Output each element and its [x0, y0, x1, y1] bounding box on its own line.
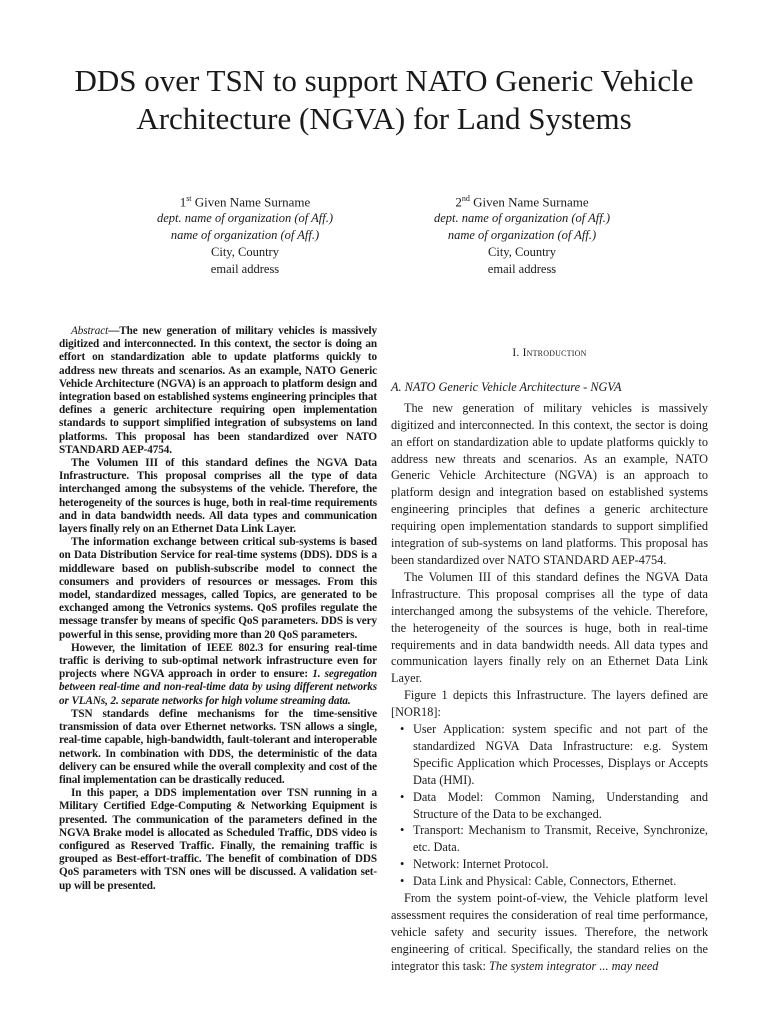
author-org: name of organization (of Aff.): [170, 228, 320, 243]
abstract-paragraph-4: [59, 642, 377, 708]
body-paragraph-3: Figure 1 depicts this Infrastructure. The layers defined are [NOR18]:: [391, 688, 708, 720]
list-item: • Network: Internet Protocol.: [413, 856, 708, 873]
author-location: City, Country: [488, 245, 556, 260]
body-paragraph-1: The new generation of military vehicles is massively digitized and interconnected. In this context, the sector is doing an effort on standardization able to update platforms quickly to address new threats and scenarios. As an example, NATO Generic Vehicle Architecture (NGVA) is an approach to platform design and integration based on established systems engineering principles that defines a generic architecture requiring open implementation standards to support simplified integration of sub-systems on land platforms. This proposal has been standardized over NATO STANDARD AEP-4754.: [391, 400, 708, 567]
section-number: I.: [512, 347, 520, 359]
abstract-emphasis: 1. segregation between real-time and non-real-time data by using different networks or VLANs, 2. separate networks for high volume streaming data.: [59, 668, 377, 707]
abstract-text: However, the limitation of IEEE 802.3 for ensuring real-time traffic is deriving to sub-optimal network infrastructure even for projects where NGVA approach in order to ensure:: [59, 641, 377, 681]
body-paragraph-4: [391, 890, 708, 975]
abstract-paragraph-1: [59, 325, 377, 457]
author-ordinal: 1: [179, 194, 187, 210]
abstract-paragraph-3: The information exchange between critical sub-systems is based on Data Distribution Service for real-time systems (DDS). DDS is a middleware based on publish-subscribe model to connect the consumers and providers of resources or messages. From this model, standardized messages, called Topics, are generated to be exchanged among the Vetronics systems. QoS profiles regulate the message transfer by means of specific QoS parameters. DDS is very powerful in this sense, providing more than 20 QoS parameters.: [59, 536, 377, 641]
layer-list: [391, 721, 708, 890]
abstract-column: [59, 325, 377, 893]
author-email: email address: [487, 262, 557, 277]
author-ordinal-suffix: nd: [461, 194, 470, 203]
subsection-heading: A. NATO Generic Vehicle Architecture - NGVA: [391, 379, 622, 394]
author-name: [95, 190, 395, 210]
author-name-text: Given Name Surname: [194, 194, 311, 210]
author-ordinal: 2: [455, 194, 462, 210]
author-name-text: Given Name Surname: [473, 194, 589, 210]
author-dept: dept. name of organization (of Aff.): [156, 211, 334, 226]
abstract-paragraph-5: TSN standards define mechanisms for the time-sensitive transmission of data over Ethernet networks. TSN allows a single, real-time capable, high-bandwidth, fault-tolerant and interoperable network. In combination with DDS, the deterministic of the data delivery can be ensured while the overall complexity and cost of the final implementation can be drastically reduced.: [59, 707, 377, 786]
author-ordinal-suffix: st: [186, 194, 192, 203]
author-location: City, Country: [211, 245, 279, 260]
author-dept: dept. name of organization (of Aff.): [433, 211, 611, 226]
author-email: email address: [210, 262, 280, 277]
section-heading: [391, 345, 708, 362]
abstract-label: Abstract: [71, 325, 109, 337]
author-name: [372, 190, 672, 210]
paper-title: DDS over TSN to support NATO Generic Vehicle Architecture (NGVA) for Land Systems: [74, 63, 694, 136]
abstract-paragraph-2: The Volumen III of this standard defines the NGVA Data Infrastructure. This proposal comprises all the type of data interchanged among the subsystems of the vehicle. Therefore, the heterogeneity of the sources is huge, both in real-time requirements and in data bandwidth needs. All data types and communication layers finally rely on an Ethernet Data Link Layer.: [59, 457, 377, 536]
body-text: From the system point-of-view, the Vehicle platform level assessment requires the consideration of real time performance, vehicle safety and security issues. Therefore, the network engineering of critical. Specifically, the standard relies on the integrator this task:: [391, 891, 708, 973]
section-title: Introduction: [522, 347, 587, 359]
list-item: • Transport: Mechanism to Transmit, Receive, Synchronize, etc. Data.: [413, 822, 708, 856]
body-column: [391, 325, 708, 975]
author-org: name of organization (of Aff.): [447, 228, 597, 243]
author-block-2: [372, 190, 672, 278]
author-block-1: [95, 190, 395, 278]
abstract-paragraph-6: In this paper, a DDS implementation over TSN running in a Military Certified Edge-Computing & Networking Equipment is presented. The communication of the parameters defined in the NGVA Brake model is allocated as Scheduled Traffic, DDS video is configured as Reserved Traffic. Finally, the remaining traffic is grouped as Best-effort-traffic. The benefit of combination of DDS QoS parameters with TSN ones will be discussed. A validation set-up will be presented.: [59, 787, 377, 892]
body-emphasis: The system integrator ... may need: [489, 958, 659, 973]
list-item: • Data Model: Common Naming, Understanding and Structure of the Data to be exchanged.: [413, 789, 708, 823]
list-item: • User Application: system specific and not part of the standardized NGVA Data Infrastructure: e.g. System Specific Application which Processes, Displays or Accepts Data (HMI).: [413, 721, 708, 789]
body-paragraph-2: The Volumen III of this standard defines the NGVA Data Infrastructure. This proposal comprises all the type of data interchanged among the subsystems of the vehicle. Therefore, the heterogeneity of the sources is huge, both in real-time requirements and in data bandwidth needs. All data types and communication layers finally rely on an Ethernet Data Link Layer.: [391, 569, 708, 686]
list-item: • Data Link and Physical: Cable, Connectors, Ethernet.: [413, 873, 708, 890]
abstract-text: —The new generation of military vehicles is massively digitized and interconnected. In this context, the sector is doing an effort on standardization able to update platforms quickly to address new threats and scenarios. As an example, NATO Generic Vehicle Architecture (NGVA) is an approach to platform design and integration based on established systems engineering principles that defines a generic architecture requiring open implementation standards to support simplified integration of subsystems on land platforms. This proposal has been standardized over NATO STANDARD AEP-4754.: [59, 325, 377, 456]
